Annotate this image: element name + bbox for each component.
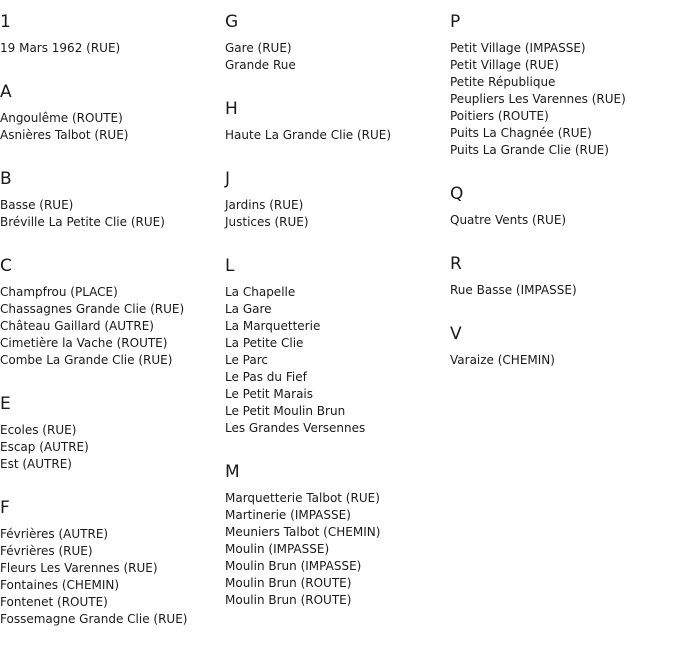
street-list bbox=[225, 127, 450, 144]
street-list bbox=[0, 40, 225, 57]
street-list-item: Le Petit Moulin Brun bbox=[225, 404, 346, 418]
letter-group bbox=[0, 81, 225, 158]
street-list-item: Cimetière la Vache (ROUTE) bbox=[0, 336, 168, 350]
street-list bbox=[0, 422, 225, 473]
street-list-item: Escap (AUTRE) bbox=[0, 440, 89, 454]
street-list bbox=[450, 282, 675, 299]
street-list-item: Ecoles (RUE) bbox=[0, 423, 77, 437]
group-spacer bbox=[225, 144, 450, 158]
street-list-item: Moulin Brun (ROUTE) bbox=[225, 576, 352, 590]
street-list-item: Fontaines (CHEMIN) bbox=[0, 578, 120, 592]
group-spacer bbox=[225, 74, 450, 88]
street-list-item: Poitiers (ROUTE) bbox=[450, 109, 549, 123]
street-column-3 bbox=[450, 0, 675, 369]
street-list-item: Févrières (RUE) bbox=[0, 544, 93, 558]
group-spacer bbox=[450, 159, 675, 173]
street-list-item: Martinerie (IMPASSE) bbox=[225, 508, 351, 522]
letter-group bbox=[450, 323, 675, 369]
street-list-item: Justices (RUE) bbox=[225, 215, 309, 229]
group-spacer bbox=[0, 369, 225, 383]
street-list-item: Les Grandes Versennes bbox=[225, 421, 366, 435]
street-list-item: Petit Village (IMPASSE) bbox=[450, 41, 586, 55]
street-list-item: Le Petit Marais bbox=[225, 387, 314, 401]
street-list bbox=[450, 352, 675, 369]
group-spacer bbox=[0, 57, 225, 71]
street-list-item: 19 Mars 1962 (RUE) bbox=[0, 41, 121, 55]
street-list-item: La Chapelle bbox=[225, 285, 296, 299]
street-list-item: Quatre Vents (RUE) bbox=[450, 213, 567, 227]
street-list bbox=[0, 110, 225, 144]
letter-group bbox=[225, 168, 450, 245]
street-list-item: La Petite Clie bbox=[225, 336, 304, 350]
street-list bbox=[0, 526, 225, 628]
street-list-item: Bréville La Petite Clie (RUE) bbox=[0, 215, 165, 229]
street-list-item: Haute La Grande Clie (RUE) bbox=[225, 128, 392, 142]
letter-group bbox=[450, 253, 675, 313]
street-list-item: Combe La Grande Clie (RUE) bbox=[0, 353, 173, 367]
group-spacer bbox=[0, 473, 225, 487]
street-list-item: Moulin (IMPASSE) bbox=[225, 542, 330, 556]
street-list-item: Est (AUTRE) bbox=[0, 457, 72, 471]
letter-heading: A bbox=[0, 82, 12, 102]
letter-group bbox=[0, 497, 225, 628]
letter-heading: H bbox=[225, 99, 238, 119]
group-spacer bbox=[450, 299, 675, 313]
street-list-item: Asnières Talbot (RUE) bbox=[0, 128, 129, 142]
street-list bbox=[225, 40, 450, 74]
letter-heading: F bbox=[0, 498, 10, 518]
letter-heading: R bbox=[450, 254, 462, 274]
street-list-item: Varaize (CHEMIN) bbox=[450, 353, 555, 367]
street-column-2 bbox=[225, 0, 450, 609]
street-list-item: Basse (RUE) bbox=[0, 198, 74, 212]
street-list bbox=[450, 40, 675, 159]
street-list-item: Fossemagne Grande Clie (RUE) bbox=[0, 612, 188, 626]
letter-heading: E bbox=[0, 394, 11, 414]
letter-heading: C bbox=[0, 256, 12, 276]
street-list-item: La Gare bbox=[225, 302, 272, 316]
street-list-item: Marquetterie Talbot (RUE) bbox=[225, 491, 380, 505]
street-list-item: Le Parc bbox=[225, 353, 268, 367]
letter-heading: G bbox=[225, 12, 239, 32]
street-list-item: Fontenet (ROUTE) bbox=[0, 595, 108, 609]
street-list bbox=[450, 212, 675, 229]
street-list-item: Champfrou (PLACE) bbox=[0, 285, 118, 299]
group-spacer bbox=[0, 231, 225, 245]
letter-group bbox=[0, 255, 225, 383]
street-list-item: Puits La Grande Clie (RUE) bbox=[450, 143, 609, 157]
letter-group bbox=[0, 11, 225, 71]
letter-group bbox=[225, 98, 450, 158]
letter-heading: V bbox=[450, 324, 462, 344]
street-list-item: Peupliers Les Varennes (RUE) bbox=[450, 92, 626, 106]
group-spacer bbox=[0, 144, 225, 158]
letter-heading: B bbox=[0, 169, 12, 189]
street-list bbox=[0, 197, 225, 231]
street-list-item: Gare (RUE) bbox=[225, 41, 292, 55]
street-list-item: Grande Rue bbox=[225, 58, 296, 72]
letter-heading: P bbox=[450, 12, 461, 32]
letter-heading: M bbox=[225, 462, 240, 482]
street-list-item: Le Pas du Fief bbox=[225, 370, 307, 384]
street-list bbox=[225, 490, 450, 609]
street-list-item: Fleurs Les Varennes (RUE) bbox=[0, 561, 158, 575]
street-list-item: Rue Basse (IMPASSE) bbox=[450, 283, 577, 297]
letter-heading: L bbox=[225, 256, 235, 276]
street-list-item: Château Gaillard (AUTRE) bbox=[0, 319, 154, 333]
street-list bbox=[225, 197, 450, 231]
street-list-item: Petit Village (RUE) bbox=[450, 58, 559, 72]
letter-group bbox=[225, 461, 450, 609]
letter-group bbox=[0, 393, 225, 487]
street-list-item: Puits La Chagnée (RUE) bbox=[450, 126, 592, 140]
street-list-item: Angoulême (ROUTE) bbox=[0, 111, 123, 125]
street-list-item: Moulin Brun (ROUTE) bbox=[225, 593, 352, 607]
street-list-item: Chassagnes Grande Clie (RUE) bbox=[0, 302, 185, 316]
letter-group bbox=[0, 168, 225, 245]
letter-group bbox=[450, 11, 675, 173]
letter-heading: 1 bbox=[0, 12, 11, 32]
street-list-item: Févrières (AUTRE) bbox=[0, 527, 109, 541]
street-list-item: Jardins (RUE) bbox=[225, 198, 304, 212]
letter-group bbox=[225, 255, 450, 451]
street-list-item: Moulin Brun (IMPASSE) bbox=[225, 559, 362, 573]
street-list bbox=[225, 284, 450, 437]
street-list bbox=[0, 284, 225, 369]
group-spacer bbox=[450, 229, 675, 243]
street-column-1 bbox=[0, 0, 225, 628]
group-spacer bbox=[225, 231, 450, 245]
street-list-item: Meuniers Talbot (CHEMIN) bbox=[225, 525, 381, 539]
street-list-item: Petite République bbox=[450, 75, 556, 89]
letter-group bbox=[225, 11, 450, 88]
street-list-item: La Marquetterie bbox=[225, 319, 321, 333]
letter-group bbox=[450, 183, 675, 243]
group-spacer bbox=[225, 437, 450, 451]
letter-heading: Q bbox=[450, 184, 464, 204]
letter-heading: J bbox=[225, 169, 231, 189]
